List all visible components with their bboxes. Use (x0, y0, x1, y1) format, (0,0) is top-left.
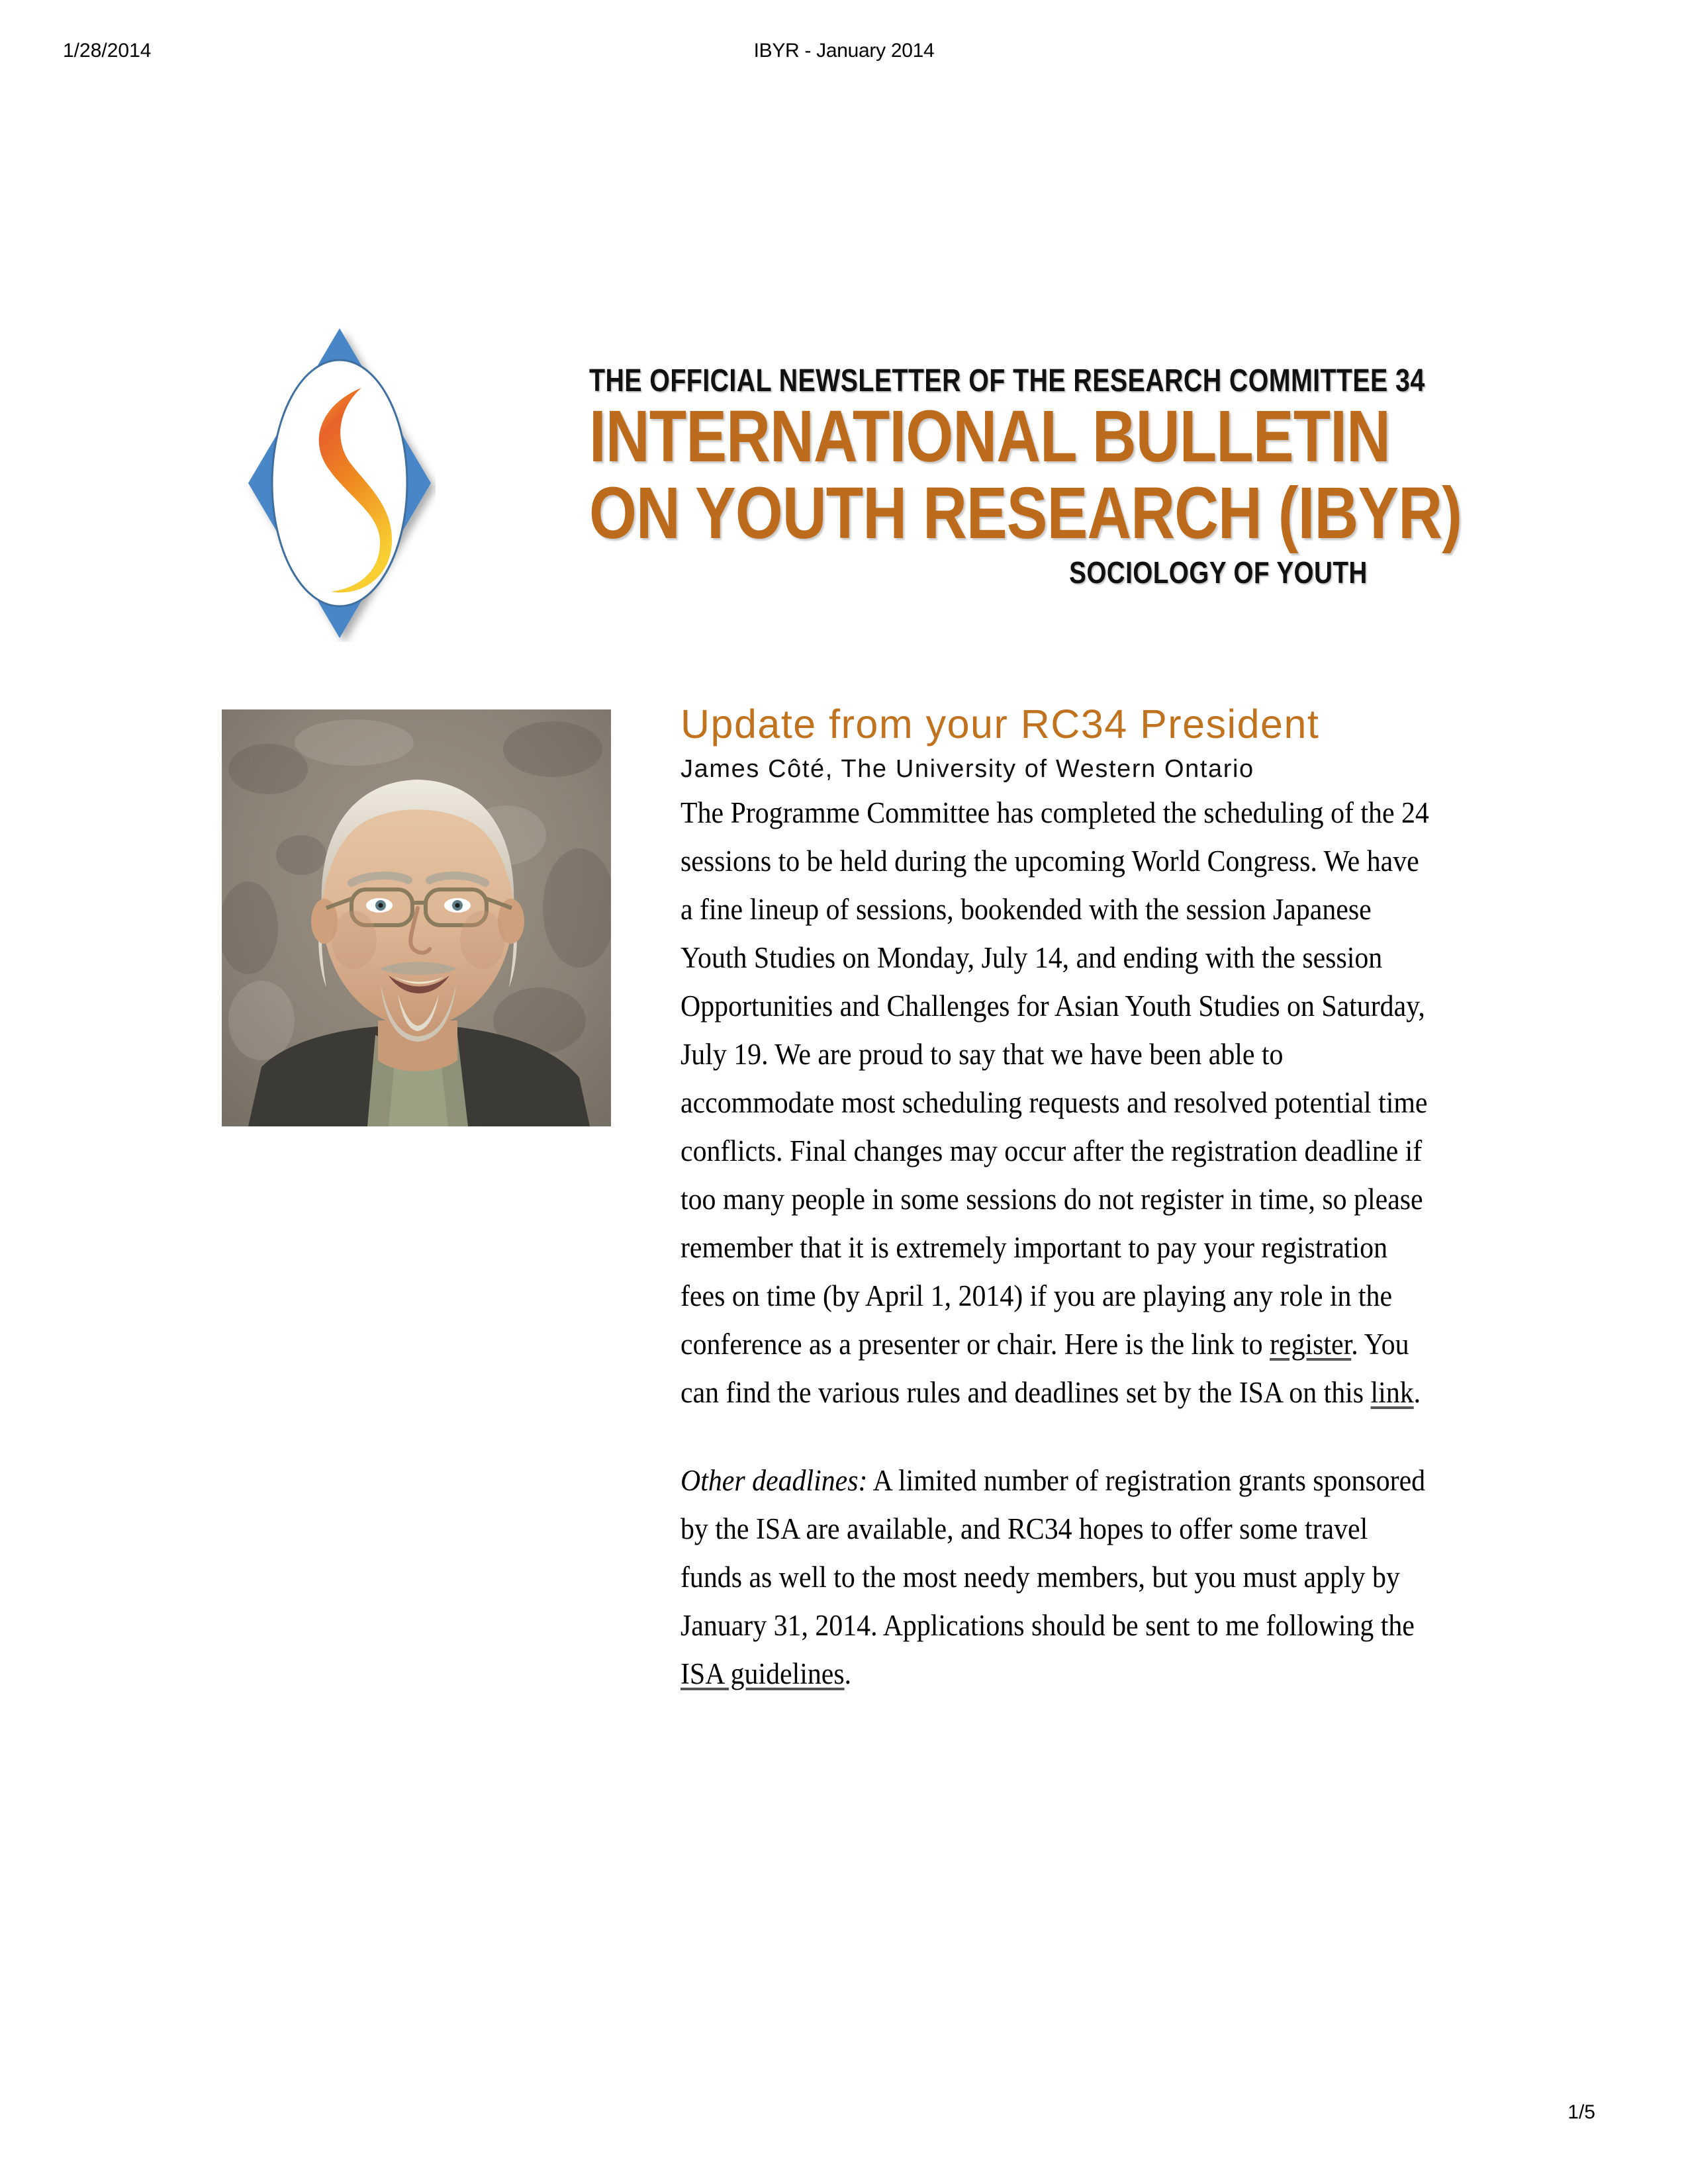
other-deadlines-lead: Other deadlines: (680, 1463, 868, 1497)
article-paragraph-2 (680, 1457, 1434, 1698)
paragraph-2-text-before-link: A limited number of registration grants sponsored by the ISA are available, and RC34 hopes to offer some travel funds as well to the most needy members, but you must apply by January 31, 2014. Applications should be sent to me following the (680, 1463, 1426, 1642)
paragraph-1-text-between-links: . You can find the various rules and deadlines set by the ISA on this (680, 1327, 1409, 1409)
paragraph-1-text-before-register: The Programme Committee has completed the scheduling of the 24 sessions to be held during the upcoming World Congress. We have a fine lineup of sessions, bookended with the session Japanese Youth Studies on Monday, July 14, and ending with the session Opportunities and Challenges for Asian Youth Studies on Saturday, July 19. We are proud to say that we have been able to accommodate most scheduling requests and resolved potential time conflicts. Final changes may occur after the registration deadline if too many people in some sessions do not register in time, so please remember that it is extremely important to pay your registration fees on time (by April 1, 2014) if you are playing any role in the conference as a presenter or chair. Here is the link to (680, 796, 1429, 1361)
article-body (680, 789, 1434, 1698)
article-president-update (680, 703, 1435, 1698)
article-byline: James Côté, The University of Western Ontario (680, 754, 1254, 783)
article-paragraph-1 (680, 789, 1434, 1417)
paragraph-2-text-after-link: . (844, 1657, 852, 1690)
isa-guidelines-link[interactable]: ISA guidelines (680, 1657, 845, 1690)
masthead-title-line-1: INTERNATIONAL BULLETIN (589, 396, 1391, 477)
masthead-tagline: THE OFFICIAL NEWSLETTER OF THE RESEARCH COMMITTEE 34 (589, 363, 1425, 398)
register-link[interactable]: register (1270, 1327, 1352, 1361)
president-portrait-photo (222, 709, 611, 1126)
article-title: Update from your RC34 President (680, 702, 1320, 747)
paragraph-1-text-after-links: . (1413, 1375, 1421, 1409)
masthead-subtitle: SOCIOLOGY OF YOUTH (1069, 555, 1368, 590)
print-document-title: IBYR - January 2014 (753, 40, 935, 62)
isa-rules-link[interactable]: link (1370, 1375, 1414, 1409)
print-date: 1/28/2014 (63, 40, 152, 62)
newsletter-masthead (0, 324, 1688, 655)
masthead-title-line-2: ON YOUTH RESEARCH (IBYR) (589, 473, 1462, 555)
print-page-number: 1/5 (1568, 2101, 1595, 2123)
rc34-logo-icon (244, 324, 436, 642)
masthead-text-block (589, 363, 1462, 590)
print-header (0, 40, 1688, 66)
